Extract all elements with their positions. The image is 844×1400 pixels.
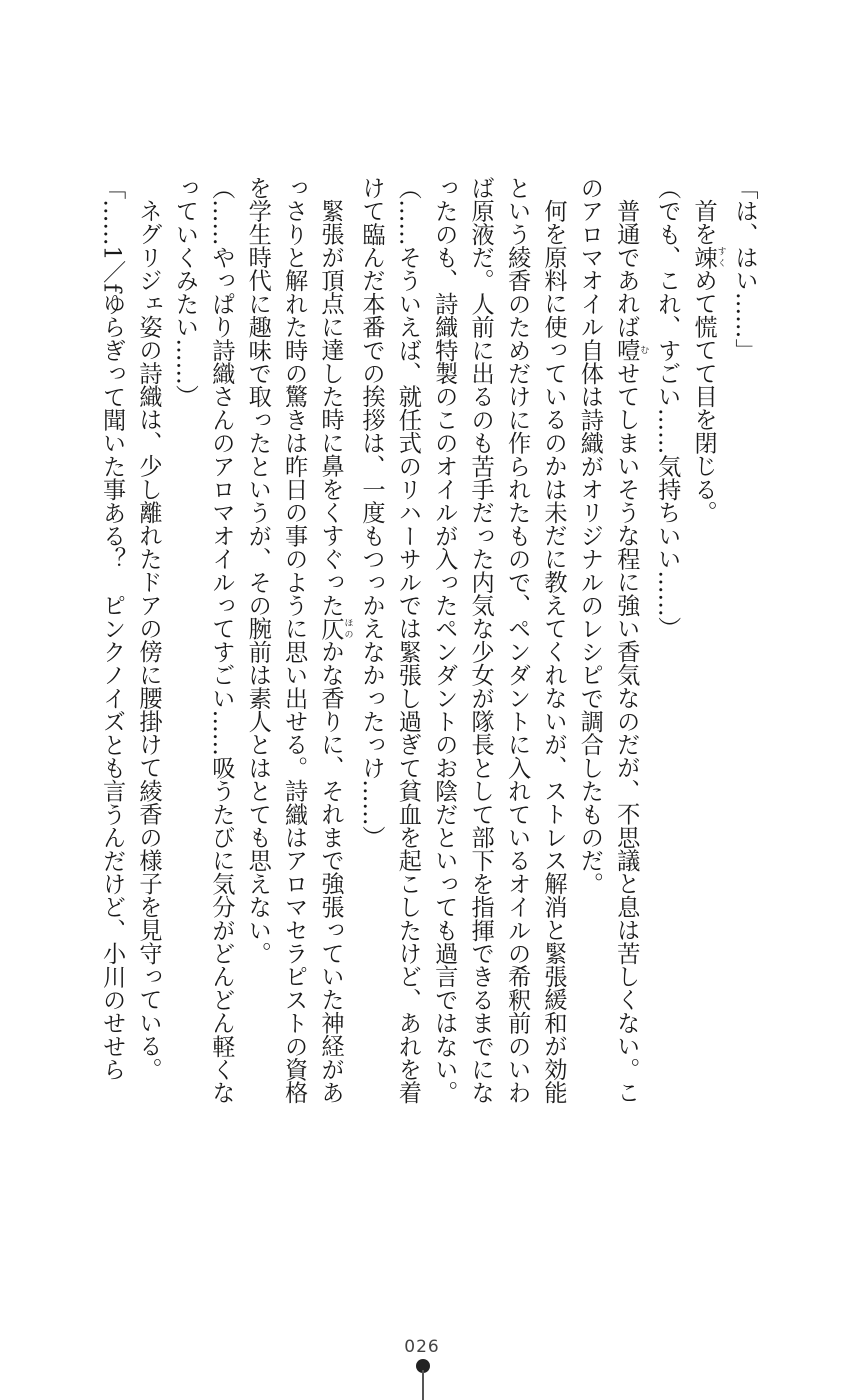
- text-line: [312, 176, 353, 1136]
- text-segment: せてしまいそうな程に強い香気なのだが、不思議と息は苦しくない。こ: [612, 361, 640, 1104]
- text-line: [425, 176, 461, 1136]
- body-text: [93, 176, 762, 1136]
- ruby-base: 竦: [690, 245, 718, 269]
- text-line: [353, 176, 389, 1136]
- text-segment: ったのも、詩織特製のこのオイルが入ったペンダントのお陰だといっても過言ではない。: [430, 176, 458, 1104]
- text-segment: 首を: [690, 199, 718, 246]
- text-segment: ネグリジェ姿の詩織は、少し離れたドアの傍に腰掛けて綾香の様子を見守っている。: [135, 199, 162, 1081]
- text-segment: 緊張が頂点に達した時に鼻をくすぐった: [317, 199, 345, 617]
- text-line: [498, 176, 534, 1136]
- text-line: [166, 176, 202, 1136]
- text-segment: のアロマオイル自体は詩織がオリジナルのレシピで調合したものだ。: [576, 176, 604, 896]
- text-segment: 何を原料に使っているのかは未だに教えてくれないが、ストレス解消と緊張緩和が効能: [539, 199, 567, 1104]
- text-segment: っさりと解れた時の驚きは昨日の事のように思い出せる。詩織はアロマセラピストの資格: [280, 176, 308, 1104]
- text-segment: （……そういえば、就任式のリハーサルでは緊張し過ぎて貧血を起こしたけど、あれを着: [394, 176, 422, 1104]
- ruby-word: [690, 245, 726, 269]
- text-line: [239, 176, 275, 1136]
- text-segment: ば原液だ。人前に出るのも苦手だった内気な少女が隊長として部下を指揮できるまでにな: [467, 176, 495, 1104]
- text-line: [389, 176, 425, 1136]
- text-line: [462, 176, 498, 1136]
- text-line: [275, 176, 311, 1136]
- ruby-base: 噎: [612, 338, 640, 362]
- text-segment: っていくみたい……）: [171, 176, 199, 408]
- ruby-word: [317, 616, 353, 640]
- text-segment: 「は、はい……」: [731, 176, 758, 362]
- text-segment: を学生時代に趣味で取ったというが、その腕前は素人とはとても思えない。: [244, 176, 272, 965]
- text-segment: （……やっぱり詩織さんのアロマオイルってすごい……吸うたびに気分がどんどん軽くな: [207, 176, 235, 1104]
- ruby-word: [612, 338, 649, 362]
- page-marker-line: [422, 1370, 424, 1400]
- text-line: [93, 176, 129, 1136]
- text-line: [130, 176, 166, 1136]
- text-line: [607, 176, 648, 1136]
- text-line: [571, 176, 607, 1136]
- text-segment: という綾香のためだけに作られたもので、ペンダントに入れているオイルの希釈前のいわ: [503, 176, 531, 1104]
- ruby-reading: ほの: [342, 616, 353, 640]
- text-segment: かな香りに、それまで強張っていた神経があ: [317, 640, 345, 1104]
- text-line: [202, 176, 238, 1136]
- ruby-reading: すく: [715, 245, 726, 269]
- text-line: [648, 176, 684, 1136]
- text-line: [685, 176, 726, 1136]
- text-segment: けて臨んだ本番での挨拶は、一度もつっかえなかったっけ……）: [357, 176, 385, 849]
- ruby-base: 仄: [317, 616, 345, 640]
- text-segment: 「……1／fゆらぎって聞いた事ある？ ピンクノイズとも言うんだけど、小川のせせら: [98, 176, 126, 1081]
- text-line: [726, 176, 762, 1136]
- text-segment: （でも、これ、すごい……気持ちいい……）: [653, 176, 681, 640]
- text-segment: めて慌てて目を閉じる。: [690, 268, 718, 524]
- text-line: [535, 176, 571, 1136]
- page-number: 026: [404, 1337, 440, 1357]
- ruby-reading: む: [638, 338, 649, 362]
- text-segment: 普通であれば: [612, 199, 640, 339]
